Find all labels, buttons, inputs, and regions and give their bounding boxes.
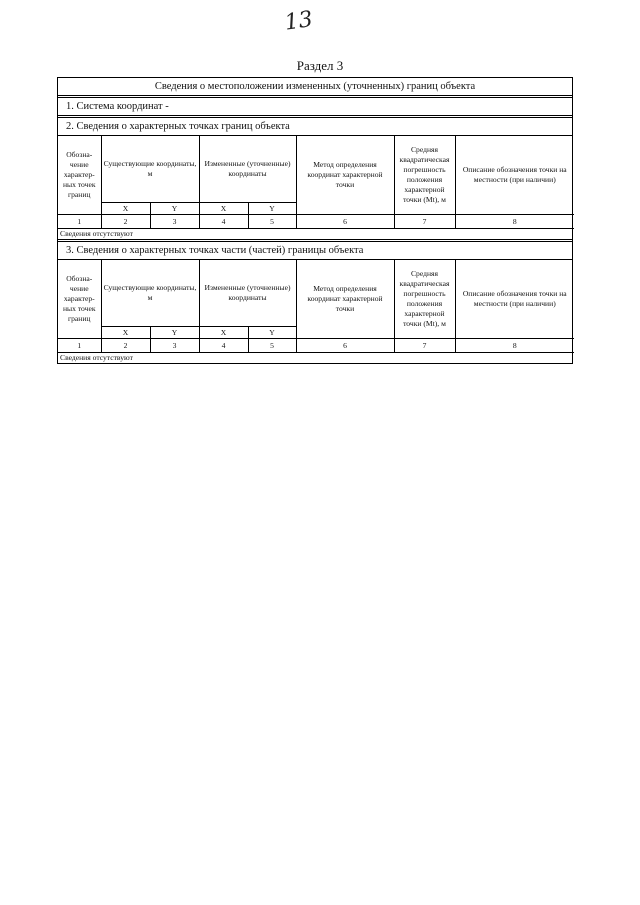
header-method: Метод определения координат характерной точки bbox=[296, 260, 394, 339]
header-changed-coordinates: Измененные (уточненные) координаты bbox=[199, 260, 296, 327]
block2-title: 3. Сведения о характерных точках части (частей) границы объекта bbox=[58, 242, 572, 260]
column-number: 5 bbox=[248, 339, 296, 353]
coordinate-system: 1. Система координат - bbox=[58, 98, 572, 116]
xy-label: Y bbox=[248, 203, 296, 215]
column-number: 7 bbox=[394, 215, 455, 229]
block2-absent-note: Сведения отсутствуют bbox=[60, 353, 133, 362]
column-number: 6 bbox=[296, 215, 394, 229]
header-error: Средняя квадратическая погрешность положения характерной точки (Mt), м bbox=[394, 136, 455, 215]
xy-label: X bbox=[199, 327, 248, 339]
header-description: Описание обозначения точки на местности (при наличии) bbox=[455, 136, 574, 215]
xy-label: X bbox=[101, 203, 150, 215]
column-number: 8 bbox=[455, 339, 574, 353]
xy-label: X bbox=[199, 203, 248, 215]
column-number: 1 bbox=[58, 215, 101, 229]
header-description: Описание обозначения точки на местности (при наличии) bbox=[455, 260, 574, 339]
column-number: 3 bbox=[150, 339, 199, 353]
xy-label: Y bbox=[150, 327, 199, 339]
header-changed-coordinates: Измененные (уточненные) координаты bbox=[199, 136, 296, 203]
header-existing-coordinates: Существующие координаты, м bbox=[101, 136, 199, 203]
column-number: 2 bbox=[101, 339, 150, 353]
header-existing-coordinates: Существующие координаты, м bbox=[101, 260, 199, 327]
header-error: Средняя квадратическая погрешность положения характерной точки (Mt), м bbox=[394, 260, 455, 339]
header-designation: Обозна-чение характер-ных точек границ bbox=[58, 136, 101, 215]
block1-points-table bbox=[58, 136, 574, 229]
column-number: 1 bbox=[58, 339, 101, 353]
column-number: 4 bbox=[199, 339, 248, 353]
page-number: 13 bbox=[283, 7, 315, 36]
column-number: 2 bbox=[101, 215, 150, 229]
xy-label: Y bbox=[150, 203, 199, 215]
header-method: Метод определения координат характерной точки bbox=[296, 136, 394, 215]
header-designation: Обозна-чение характер-ных точек границ bbox=[58, 260, 101, 339]
column-number: 7 bbox=[394, 339, 455, 353]
block2-points-table bbox=[58, 260, 574, 353]
column-number: 4 bbox=[199, 215, 248, 229]
xy-label: X bbox=[101, 327, 150, 339]
xy-label: Y bbox=[248, 327, 296, 339]
block1-title: 2. Сведения о характерных точках границ объекта bbox=[58, 118, 572, 136]
block1-absent-note: Сведения отсутствуют bbox=[58, 229, 572, 240]
column-number: 5 bbox=[248, 215, 296, 229]
column-number: 3 bbox=[150, 215, 199, 229]
column-number: 8 bbox=[455, 215, 574, 229]
main-title: Сведения о местоположении измененных (уточненных) границ объекта bbox=[58, 78, 572, 96]
section-title: Раздел 3 bbox=[296, 58, 344, 73]
boundary-info-table bbox=[57, 77, 573, 364]
column-number: 6 bbox=[296, 339, 394, 353]
